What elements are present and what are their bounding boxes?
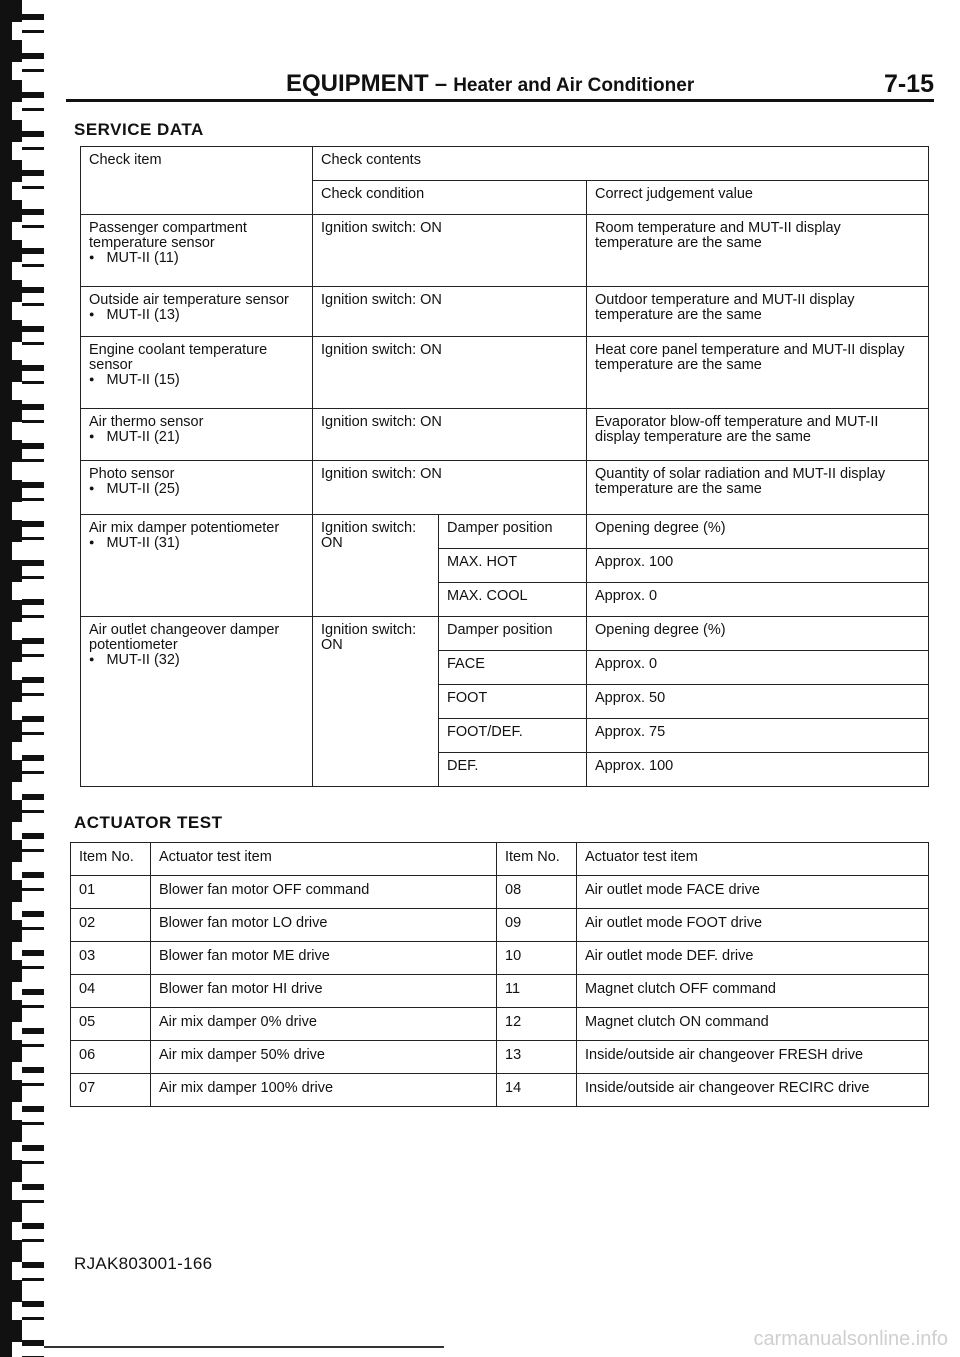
damper-position: DEF. <box>439 753 587 787</box>
correct-value: Heat core panel temperature and MUT-II display temperature are the same <box>587 337 929 409</box>
item-no: 08 <box>497 876 577 909</box>
check-condition: Ignition switch: ON <box>313 287 587 337</box>
table-header-row <box>71 843 929 876</box>
item-no: 14 <box>497 1074 577 1107</box>
damper-position: FOOT <box>439 685 587 719</box>
item-no: 07 <box>71 1074 151 1107</box>
actuator-test-table <box>70 842 929 1107</box>
damper-position: MAX. COOL <box>439 583 587 617</box>
damper-position: MAX. HOT <box>439 549 587 583</box>
mut-code: ● MUT-II (25) <box>89 482 304 498</box>
mut-code: ● MUT-II (11) <box>89 251 304 267</box>
check-condition: Ignition switch: ON <box>313 337 587 409</box>
correct-value: Opening degree (%) <box>587 617 929 651</box>
actuator-item: Air outlet mode DEF. drive <box>577 942 929 975</box>
check-item-cell <box>81 515 313 617</box>
actuator-item: Air mix damper 50% drive <box>151 1041 497 1074</box>
check-item-cell <box>81 617 313 787</box>
actuator-item: Blower fan motor LO drive <box>151 909 497 942</box>
table-row <box>71 975 929 1008</box>
document-code: RJAK803001-166 <box>74 1254 213 1273</box>
item-no: 09 <box>497 909 577 942</box>
mut-code: ● MUT-II (13) <box>89 308 304 324</box>
table-row <box>71 1074 929 1107</box>
bottom-rule <box>44 1346 444 1348</box>
table-row <box>81 287 929 337</box>
mut-code: ● MUT-II (21) <box>89 430 304 446</box>
item-no: 02 <box>71 909 151 942</box>
actuator-item: Blower fan motor HI drive <box>151 975 497 1008</box>
mut-code: ● MUT-II (15) <box>89 373 304 389</box>
col-header-actuator-item: Actuator test item <box>151 843 497 876</box>
section-title-service-data: SERVICE DATA <box>74 120 204 139</box>
table-row <box>81 515 929 549</box>
check-item-name: Air outlet changeover damper potentiometer <box>89 622 280 653</box>
page-header <box>286 70 936 102</box>
damper-position: Damper position <box>439 617 587 651</box>
actuator-item: Inside/outside air changeover RECIRC drive <box>577 1074 929 1107</box>
check-condition: Ignition switch: ON <box>313 617 439 787</box>
col-header-check-condition: Check condition <box>313 181 587 215</box>
header-rule <box>66 99 934 102</box>
check-item-name: Air thermo sensor <box>89 414 204 430</box>
check-item-name: Engine coolant temperature sensor <box>89 342 268 373</box>
check-item-name: Air mix damper potentiometer <box>89 520 280 536</box>
damper-position: Damper position <box>439 515 587 549</box>
service-data-table <box>80 146 929 787</box>
check-item-cell <box>81 337 313 409</box>
binding-edge <box>0 0 44 1357</box>
correct-value: Opening degree (%) <box>587 515 929 549</box>
mut-code: ● MUT-II (31) <box>89 536 304 552</box>
col-header-check-item: Check item <box>81 147 313 215</box>
actuator-item: Blower fan motor ME drive <box>151 942 497 975</box>
table-row <box>71 1008 929 1041</box>
correct-value: Approx. 100 <box>587 549 929 583</box>
item-no: 10 <box>497 942 577 975</box>
item-no: 06 <box>71 1041 151 1074</box>
item-no: 01 <box>71 876 151 909</box>
correct-value: Evaporator blow-off temperature and MUT-II display temperature are the same <box>587 409 929 461</box>
col-header-correct-value: Correct judgement value <box>587 181 929 215</box>
col-header-actuator-item: Actuator test item <box>577 843 929 876</box>
header-subtitle: Heater and Air Conditioner <box>453 75 695 96</box>
mut-code: ● MUT-II (32) <box>89 653 304 669</box>
correct-value: Approx. 50 <box>587 685 929 719</box>
check-condition: Ignition switch: ON <box>313 461 587 515</box>
table-row <box>81 215 929 287</box>
check-condition: Ignition switch: ON <box>313 215 587 287</box>
table-row <box>71 876 929 909</box>
correct-value: Approx. 0 <box>587 651 929 685</box>
damper-position: FACE <box>439 651 587 685</box>
check-item-cell <box>81 409 313 461</box>
correct-value: Approx. 0 <box>587 583 929 617</box>
table-row <box>71 909 929 942</box>
col-header-item-no: Item No. <box>497 843 577 876</box>
item-no: 04 <box>71 975 151 1008</box>
actuator-item: Air mix damper 0% drive <box>151 1008 497 1041</box>
table-row <box>81 617 929 651</box>
check-item-name: Passenger compartment temperature sensor <box>89 220 247 251</box>
item-no: 03 <box>71 942 151 975</box>
item-no: 12 <box>497 1008 577 1041</box>
item-no: 11 <box>497 975 577 1008</box>
correct-value: Room temperature and MUT-II display temperature are the same <box>587 215 929 287</box>
check-item-cell <box>81 287 313 337</box>
check-item-cell <box>81 215 313 287</box>
correct-value: Approx. 100 <box>587 753 929 787</box>
page-number: 7-15 <box>883 70 934 98</box>
correct-value: Approx. 75 <box>587 719 929 753</box>
header-title: EQUIPMENT <box>286 70 429 97</box>
table-row <box>71 1041 929 1074</box>
watermark: carmanualsonline.info <box>753 1328 948 1350</box>
check-item-cell <box>81 461 313 515</box>
table-row <box>81 409 929 461</box>
actuator-item: Inside/outside air changeover FRESH drive <box>577 1041 929 1074</box>
check-condition: Ignition switch: ON <box>313 515 439 617</box>
table-row <box>71 942 929 975</box>
check-condition: Ignition switch: ON <box>313 409 587 461</box>
actuator-item: Air mix damper 100% drive <box>151 1074 497 1107</box>
check-item-name: Outside air temperature sensor <box>89 292 289 308</box>
actuator-item: Blower fan motor OFF command <box>151 876 497 909</box>
actuator-item: Air outlet mode FOOT drive <box>577 909 929 942</box>
actuator-item: Air outlet mode FACE drive <box>577 876 929 909</box>
table-row <box>81 461 929 515</box>
check-item-name: Photo sensor <box>89 466 175 482</box>
actuator-item: Magnet clutch ON command <box>577 1008 929 1041</box>
table-row <box>81 337 929 409</box>
correct-value: Quantity of solar radiation and MUT-II display temperature are the same <box>587 461 929 515</box>
item-no: 13 <box>497 1041 577 1074</box>
col-header-item-no: Item No. <box>71 843 151 876</box>
damper-position: FOOT/DEF. <box>439 719 587 753</box>
header-separator: – <box>434 71 448 96</box>
correct-value: Outdoor temperature and MUT-II display temperature are the same <box>587 287 929 337</box>
col-header-check-contents: Check contents <box>313 147 929 181</box>
section-title-actuator-test: ACTUATOR TEST <box>74 813 223 832</box>
actuator-item: Magnet clutch OFF command <box>577 975 929 1008</box>
item-no: 05 <box>71 1008 151 1041</box>
